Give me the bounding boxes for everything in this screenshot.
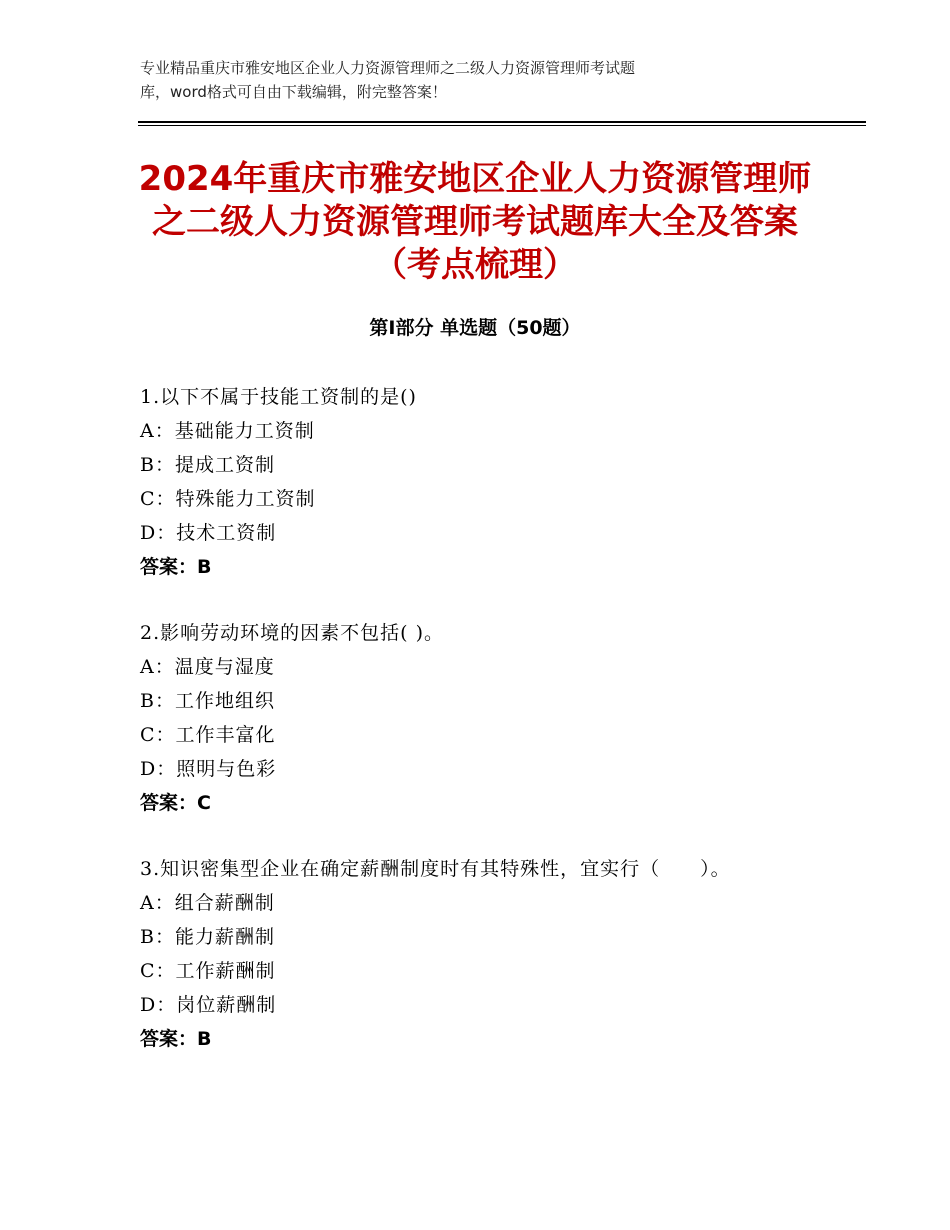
option-c: C：工作薪酬制 [140, 960, 276, 982]
header-line-2: 库，word格式可自由下载编辑，附完整答案！ [140, 83, 447, 101]
header-divider-thin [138, 125, 866, 126]
question-stem: 1.以下不属于技能工资制的是() [140, 386, 417, 408]
question-3 [140, 852, 860, 1056]
option-a: A：温度与湿度 [140, 656, 275, 678]
section-heading: 第Ⅰ部分 单选题（50题） [369, 317, 581, 339]
document-title [100, 158, 850, 287]
title-line-2: 之二级人力资源管理师考试题库大全及答案 [152, 202, 798, 242]
question-list [140, 380, 860, 1088]
option-b: B：提成工资制 [140, 454, 275, 476]
option-d: D：技术工资制 [140, 522, 277, 544]
title-line-1: 2024年重庆市雅安地区企业人力资源管理师 [138, 159, 812, 199]
option-b: B：能力薪酬制 [140, 926, 275, 948]
title-line-3: （考点梳理） [373, 245, 577, 285]
question-2 [140, 616, 860, 820]
document-header-note [140, 56, 800, 104]
header-line-1: 专业精品重庆市雅安地区企业人力资源管理师之二级人力资源管理师考试题 [140, 59, 636, 77]
option-a: A：组合薪酬制 [140, 892, 275, 914]
option-b: B：工作地组织 [140, 690, 275, 712]
answer-line: 答案：C [140, 792, 211, 814]
option-a: A：基础能力工资制 [140, 420, 315, 442]
question-stem: 2.影响劳动环境的因素不包括( )。 [140, 622, 444, 644]
answer-line: 答案：B [140, 1028, 212, 1050]
option-d: D：岗位薪酬制 [140, 994, 277, 1016]
option-c: C：特殊能力工资制 [140, 488, 316, 510]
question-1 [140, 380, 860, 584]
option-d: D：照明与色彩 [140, 758, 277, 780]
answer-line: 答案：B [140, 556, 212, 578]
option-c: C：工作丰富化 [140, 724, 276, 746]
question-stem: 3.知识密集型企业在确定薪酬制度时有其特殊性，宜实行（ ）。 [140, 858, 731, 880]
header-divider-thick [138, 121, 866, 123]
